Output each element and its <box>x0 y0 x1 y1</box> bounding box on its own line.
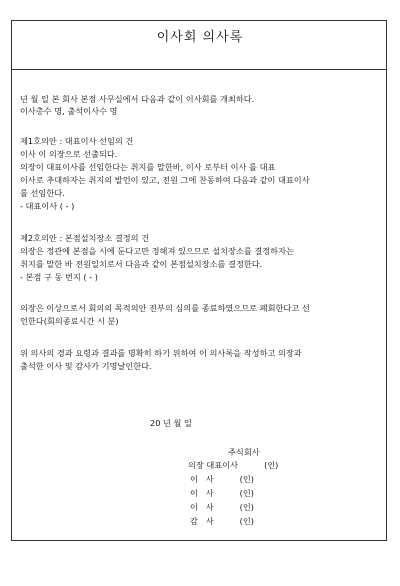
signature-director-1: 이 사 (인) <box>190 474 254 484</box>
agenda1-heading: 제1호의안 : 대표이사 선임의 건 <box>20 136 134 146</box>
document-title: 이사회 의사록 <box>156 30 244 45</box>
signature-director-3: 이 사 (인) <box>190 502 254 512</box>
agenda2-line-3: - 본점 구 동 번지 ( - ) <box>20 272 98 282</box>
statement-line-2: 출석한 이사 및 감사가 기명날인한다. <box>20 361 152 371</box>
agenda2-line-2: 취지를 말한 바 전원일치로서 다음과 같이 본점설치장소를 결정한다. <box>20 259 263 269</box>
signature-ceo: 의장 대표이사 (인) <box>188 460 279 470</box>
agenda2-line-1: 의장은 정관에 본점을 시에 둔다고만 정해져 있으므로 설치장소를 결정하자는 <box>20 246 294 256</box>
signature-director-2: 이 사 (인) <box>190 488 254 498</box>
closing-line-2: 언한다(회의종료시간 시 분) <box>20 316 119 326</box>
statement-line-1: 위 의사의 경과 요령과 결과를 명확히 하기 위하여 이 의사록을 작성하고 의장과 <box>20 348 302 358</box>
signature-auditor: 감 사 (인) <box>190 516 254 526</box>
title-divider <box>12 69 386 70</box>
agenda1-line-4: 를 선임한다. <box>20 188 65 198</box>
company-label: 주식회사 <box>228 447 260 457</box>
intro-line-1: 년 월 일 본 회사 본점 사무실에서 다음과 같이 이사회를 개최하다. <box>20 94 255 104</box>
agenda1-line-1: 이사 이 의장으로 선출되다. <box>20 149 118 159</box>
agenda1-line-5: - 대표이사 ( - ) <box>20 201 75 211</box>
agenda1-line-3: 이사로 추대하자는 취지의 발언이 있고, 전원 그에 찬동하여 다음과 같이 대표이사 <box>20 175 310 185</box>
closing-line-1: 의장은 이상으로서 회의의 목적의안 전부의 심의를 종료하였으므로 폐회한다고 선 <box>20 303 310 313</box>
intro-line-2: 이사총수 명, 출석이사수 명 <box>20 106 118 116</box>
agenda1-line-2: 의장이 대표이사를 선임한다는 취지를 말한바, 이사 로부터 이사 를 대표 <box>20 162 276 172</box>
agenda2-heading: 제2호의안 : 본점설치장소 결정의 건 <box>20 233 150 243</box>
date-line: 20 년 월 일 <box>150 418 192 428</box>
